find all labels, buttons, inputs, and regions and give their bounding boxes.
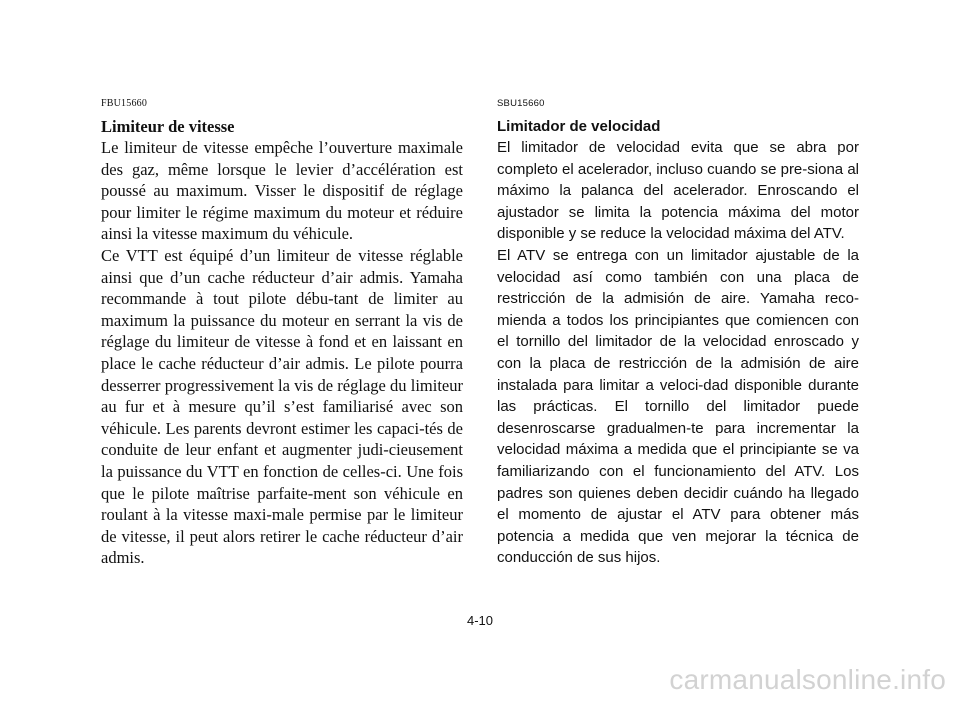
french-section-code: FBU15660	[101, 98, 148, 109]
french-heading: Limiteur de vitesse	[101, 117, 235, 136]
french-paragraph-1: Le limiteur de vitesse empêche l’ouverture maximale des gaz, même lorsque le levier d’accélération est poussé au maximum. Visser le dispositif de réglage pour limiter le régime maximum du moteur et réduire ainsi la vitesse maximum du véhicule.	[101, 138, 463, 244]
spanish-column	[497, 98, 859, 569]
spanish-paragraph-2: El ATV se entrega con un limitador ajustable de la velocidad así como también con una placa de restricción de la admisión de aire. Yamaha reco-mienda a todos los principiantes que comiencen con el tornillo del limitador de la velocidad enroscado y con la placa de restricción de la admisión de aire instalada para limitar a veloci-dad disponible durante las prácticas. El tornillo del limitador puede desenroscarse gradualmen-te para incrementar la velocidad máxima a medida que el principiante se va familiarizando con el funcionamiento del ATV. Los padres son quienes deben decidir cuándo ha llegado el momento de ajustar el ATV para obtener más potencia a medida que ven mejorar la técnica de conducción de sus hijos.	[497, 246, 859, 567]
french-paragraph-2: Ce VTT est équipé d’un limiteur de vitesse réglable ainsi que d’un cache réducteur d’air admis. Yamaha recommande à tout pilote débu-tant de limiter au maximum la puissance du moteur en serrant la vis de réglage du limiteur de vitesse à fond et en laissant en place le cache réducteur d’air admis. Le pilote pourra desserrer progressivement la vis de réglage du limiteur au fur et à mesure qu’il s’est familiarisé avec son véhicule. Les parents devront estimer les capaci-tés de conduite de leur enfant et augmenter judi-cieusement la puissance du VTT en fonction de celles-ci. Une fois que le pilote maîtrise parfaite-ment son véhicule en roulant à la vitesse maxi-male permise par le limiteur de vitesse, il peut alors retirer le cache réducteur d’air admis.	[101, 245, 463, 568]
page-number: 4-10	[466, 613, 494, 628]
french-column	[101, 98, 463, 569]
spanish-section-code: SBU15660	[497, 98, 545, 109]
watermark-text: carmanualsonline.info	[669, 664, 946, 695]
spanish-paragraph-1: El limitador de velocidad evita que se abra por completo el acelerador, incluso cuando se pre-siona al máximo la palanca del acelerador. Enroscando el ajustador se limita la potencia máxima del motor disponible y se reduce la velocidad máxima del ATV.	[497, 139, 859, 243]
spanish-heading: Limitador de velocidad	[497, 118, 661, 135]
